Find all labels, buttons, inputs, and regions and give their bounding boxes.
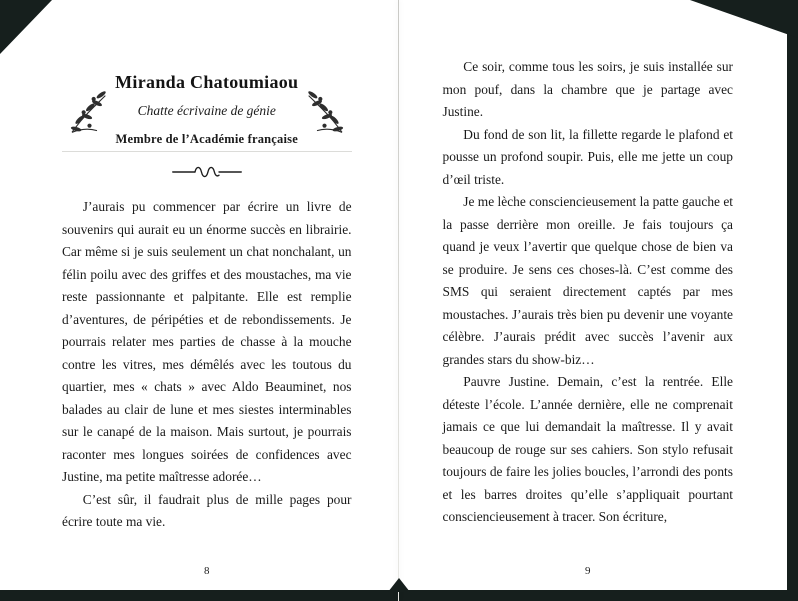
left-page-body [62, 196, 352, 534]
page-number-right: 9 [585, 565, 591, 577]
paragraph: J’aurais pu commencer par écrire un livre de souvenirs qui aurait eu un énorme succès en librairie. Car même si je suis seulement un chat nonchalant, un félin poilu avec des griffes et des moustaches, ma vie reste passionnante et palpitante. Elle est remplie d’aventures, de péripéties et de rebondissements. Je pourrais relater mes parties de chasse à la mouche contre les vitres, mes démêlés avec les toutous du quartier, mes « chats » avec Aldo Beauminet, nos balades au clair de lune et mes siestes interminables sur le canapé de la maison. Mais surtout, je pourrais raconter mes longues soirées de confidences avec Justine, ma petite maîtresse adorée… [62, 199, 352, 484]
title-block [62, 72, 352, 147]
paragraph: Je me lèche consciencieusement la patte gauche et la passe derrière mon oreille. Je fais toujours ça quand je veux l’avertir que quelque chose de bien va se produire. Je sens ces choses-là. C’est comme des SMS qui seraient directement captés par mes moustaches. J’aurais très bien pu devenir une voyante célèbre. J’aurais prédit avec succès l’avenir aux grandes stars du show-biz… [442, 194, 733, 367]
paragraph: Pauvre Justine. Demain, c’est la rentrée. Elle déteste l’école. L’année dernière, elle ne comprenait jamais ce que lui demandait la maîtresse. Il y avait beaucoup de rouge sur ses cahiers. Son stylo refusait toujours de faire les jolies boucles, l’arrondi des ponts et les barres droites qu’elle s’appliquait pourtant consciencieusement à tracer. Son écriture, [442, 374, 733, 524]
book-title: Miranda Chatoumiaou [115, 72, 299, 92]
header-hairline [62, 151, 352, 152]
section-divider-flourish-icon [62, 165, 352, 184]
chapter-header [62, 72, 352, 152]
author-affiliation: Membre de l’Académie française [115, 132, 298, 146]
right-page [394, 0, 787, 590]
laurel-branch-right-icon [302, 88, 352, 145]
page-gutter [398, 0, 399, 601]
title-texts [112, 72, 302, 147]
book-subtitle: Chatte écrivaine de génie [137, 103, 276, 118]
laurel-branch-left-icon [62, 88, 112, 145]
page-number-left: 8 [204, 565, 210, 577]
paragraph: Ce soir, comme tous les soirs, je suis installée sur mon pouf, dans la chambre que je partage avec Justine. [442, 59, 733, 119]
paragraph: Du fond de son lit, la fillette regarde le plafond et pousse un profond soupir. Puis, elle me jette un coup d’œil triste. [442, 126, 733, 187]
right-page-body [443, 56, 733, 529]
left-page [0, 0, 394, 590]
paragraph: C’est sûr, il faudrait plus de mille pages pour écrire toute ma vie. [62, 491, 352, 529]
